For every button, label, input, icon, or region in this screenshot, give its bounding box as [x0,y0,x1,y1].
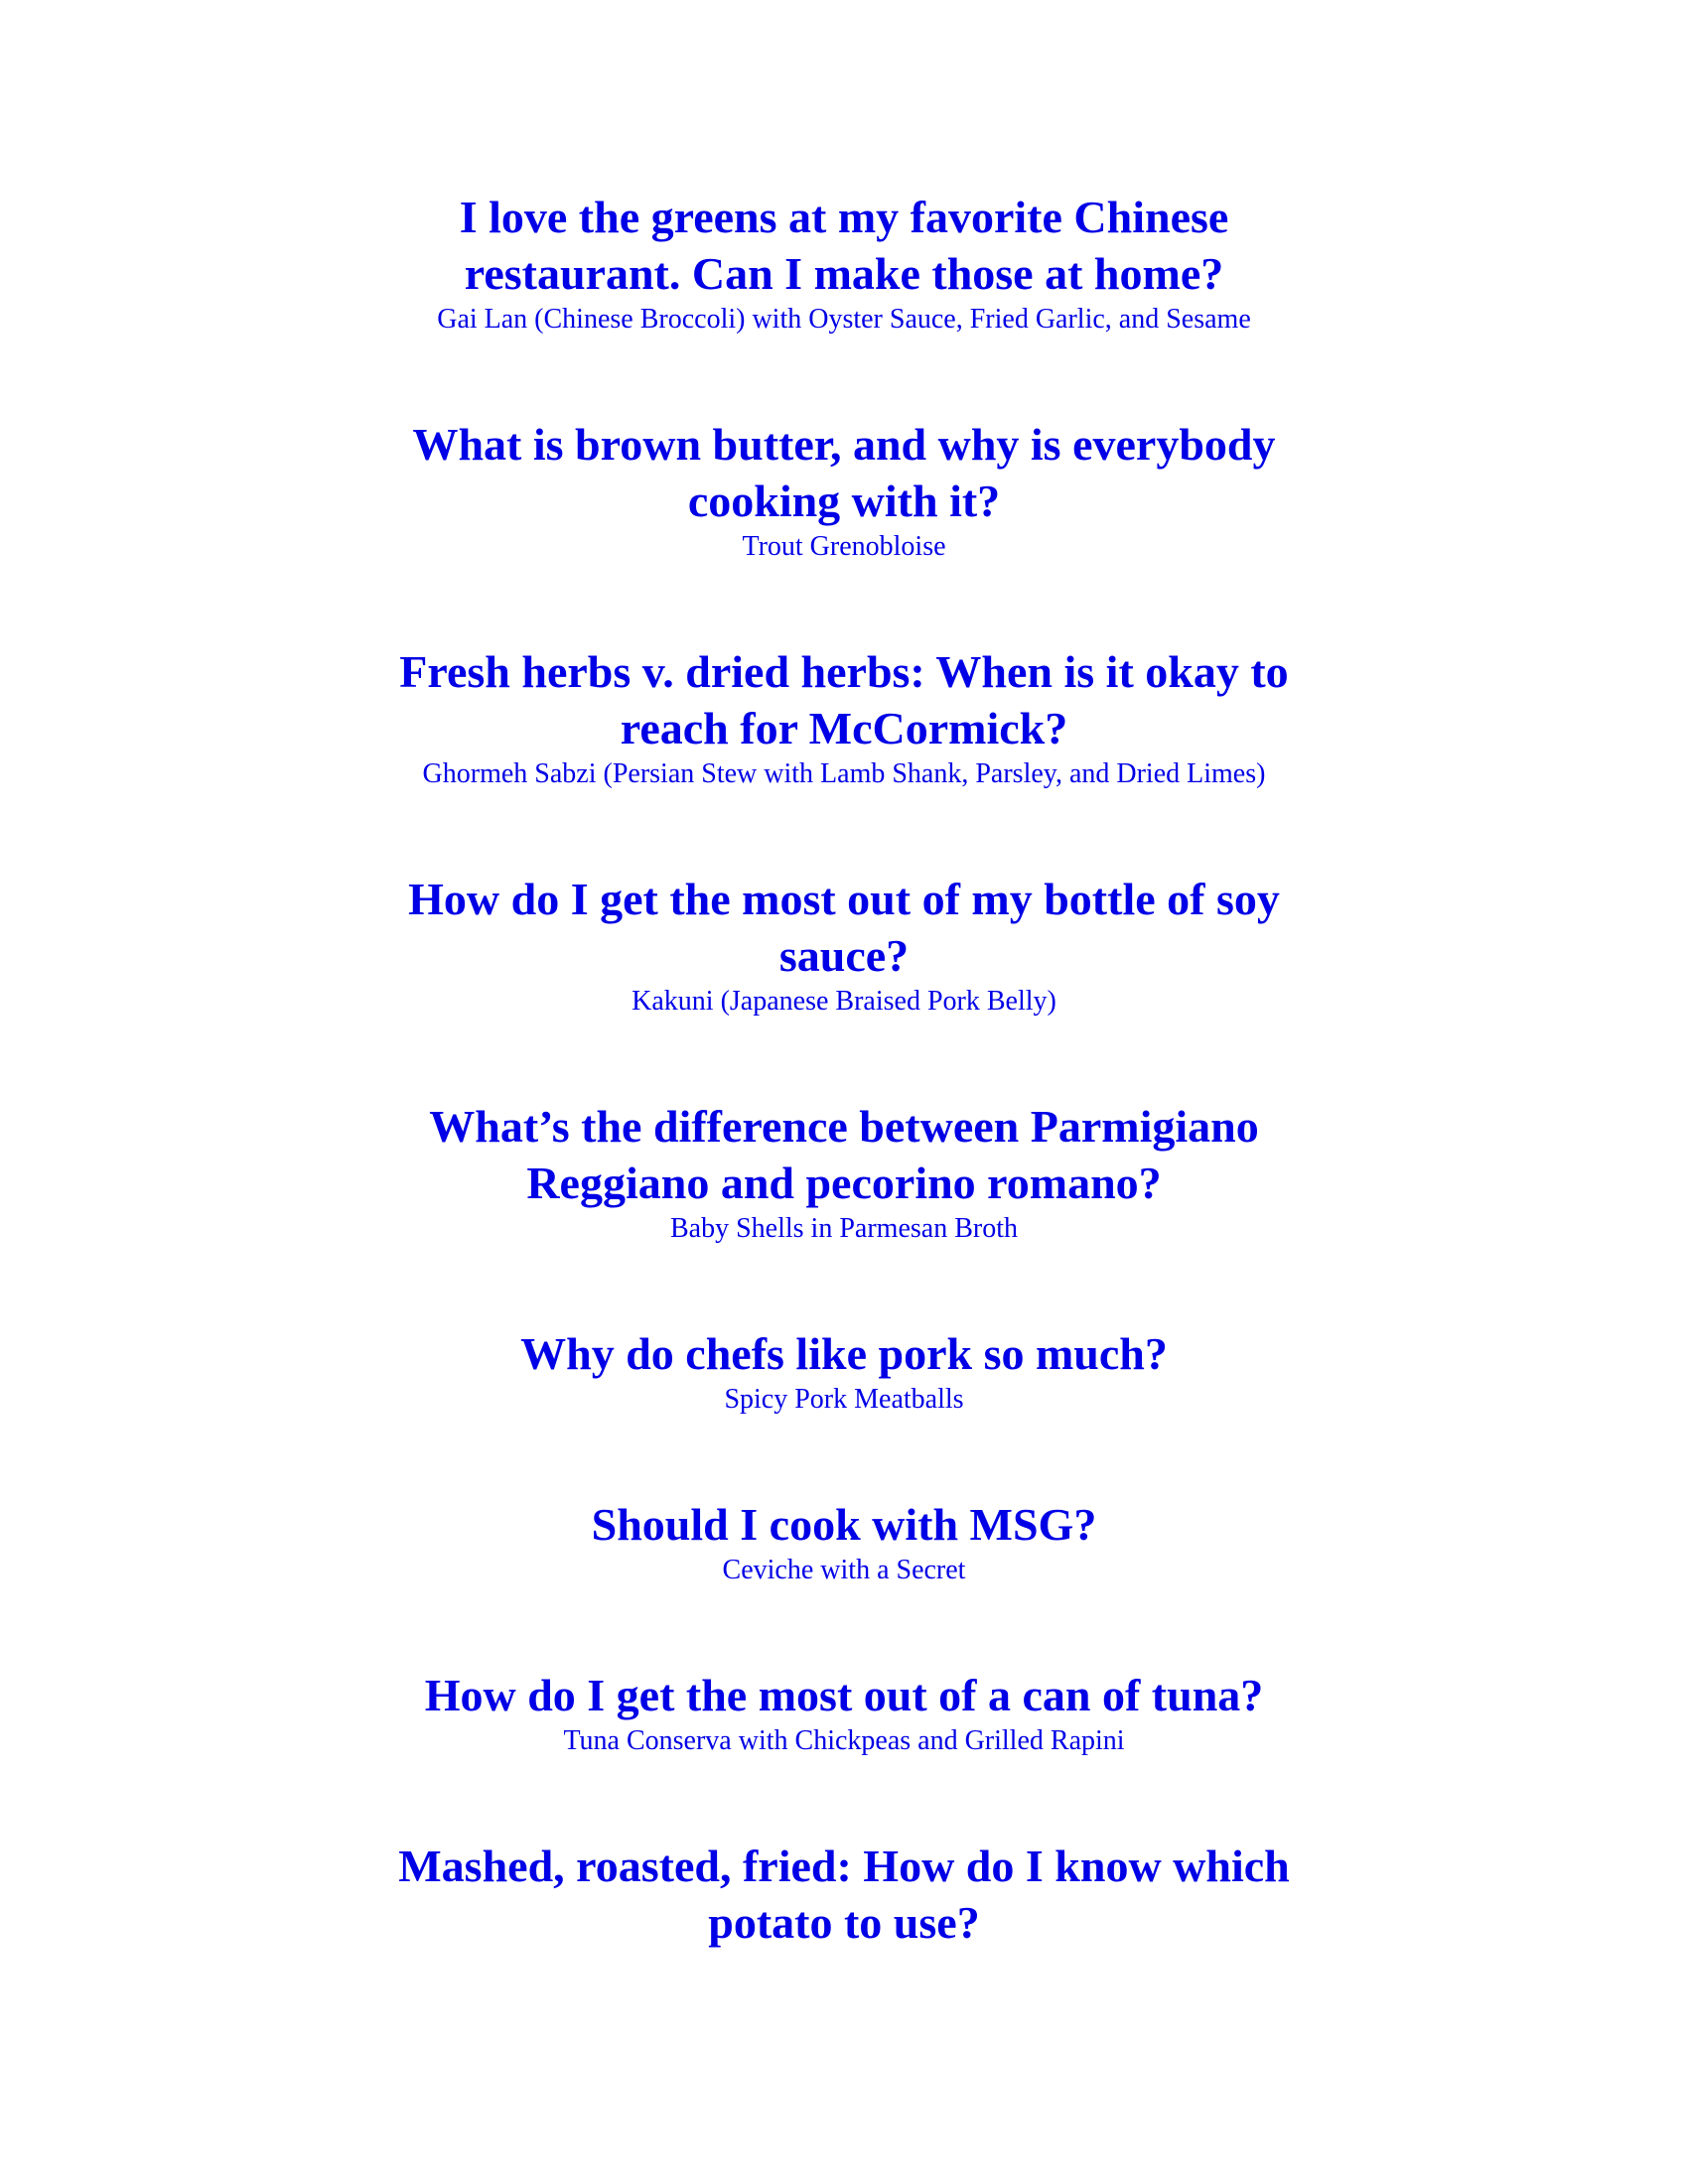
recipe-link[interactable]: Tuna Conserva with Chickpeas and Grilled Rapini [563,1725,1125,1756]
question-heading: How do I get the most out of my bottle of soy sauce? [408,874,1280,981]
toc-entry [348,643,1340,792]
table-of-contents [0,189,1688,1951]
recipe-link[interactable]: Gai Lan (Chinese Broccoli) with Oyster Sauce, Fried Garlic, and Sesame [437,304,1251,335]
question-heading: What is brown butter, and why is everybody cooking with it? [412,419,1276,526]
toc-entry [348,1667,1340,1759]
toc-entry [348,189,1340,338]
recipe-link[interactable]: Kakuni (Japanese Braised Pork Belly) [632,986,1056,1017]
question-heading: I love the greens at my favorite Chinese restaurant. Can I make those at home? [459,192,1229,299]
question-heading: Should I cook with MSG? [591,1499,1097,1550]
question-heading: How do I get the most out of a can of tuna? [424,1670,1264,1720]
recipe-link[interactable]: Ghormeh Sabzi (Persian Stew with Lamb Shank, Parsley, and Dried Limes) [422,758,1266,789]
toc-entry [348,1496,1340,1588]
toc-entry [348,1838,1340,1951]
question-heading: Fresh herbs v. dried herbs: When is it okay to reach for McCormick? [399,646,1289,753]
toc-entry [348,416,1340,565]
toc-entry [348,1325,1340,1418]
recipe-link[interactable]: Ceviche with a Secret [722,1555,966,1585]
question-heading: What’s the difference between Parmigiano Reggiano and pecorino romano? [429,1101,1259,1208]
question-heading: Why do chefs like pork so much? [520,1328,1168,1379]
recipe-link[interactable]: Trout Grenobloise [742,531,946,562]
toc-entry [348,871,1340,1020]
recipe-link[interactable]: Baby Shells in Parmesan Broth [670,1213,1018,1244]
recipe-link[interactable]: Spicy Pork Meatballs [724,1384,964,1415]
question-heading: Mashed, roasted, fried: How do I know which potato to use? [398,1841,1290,1948]
toc-entry [348,1098,1340,1247]
